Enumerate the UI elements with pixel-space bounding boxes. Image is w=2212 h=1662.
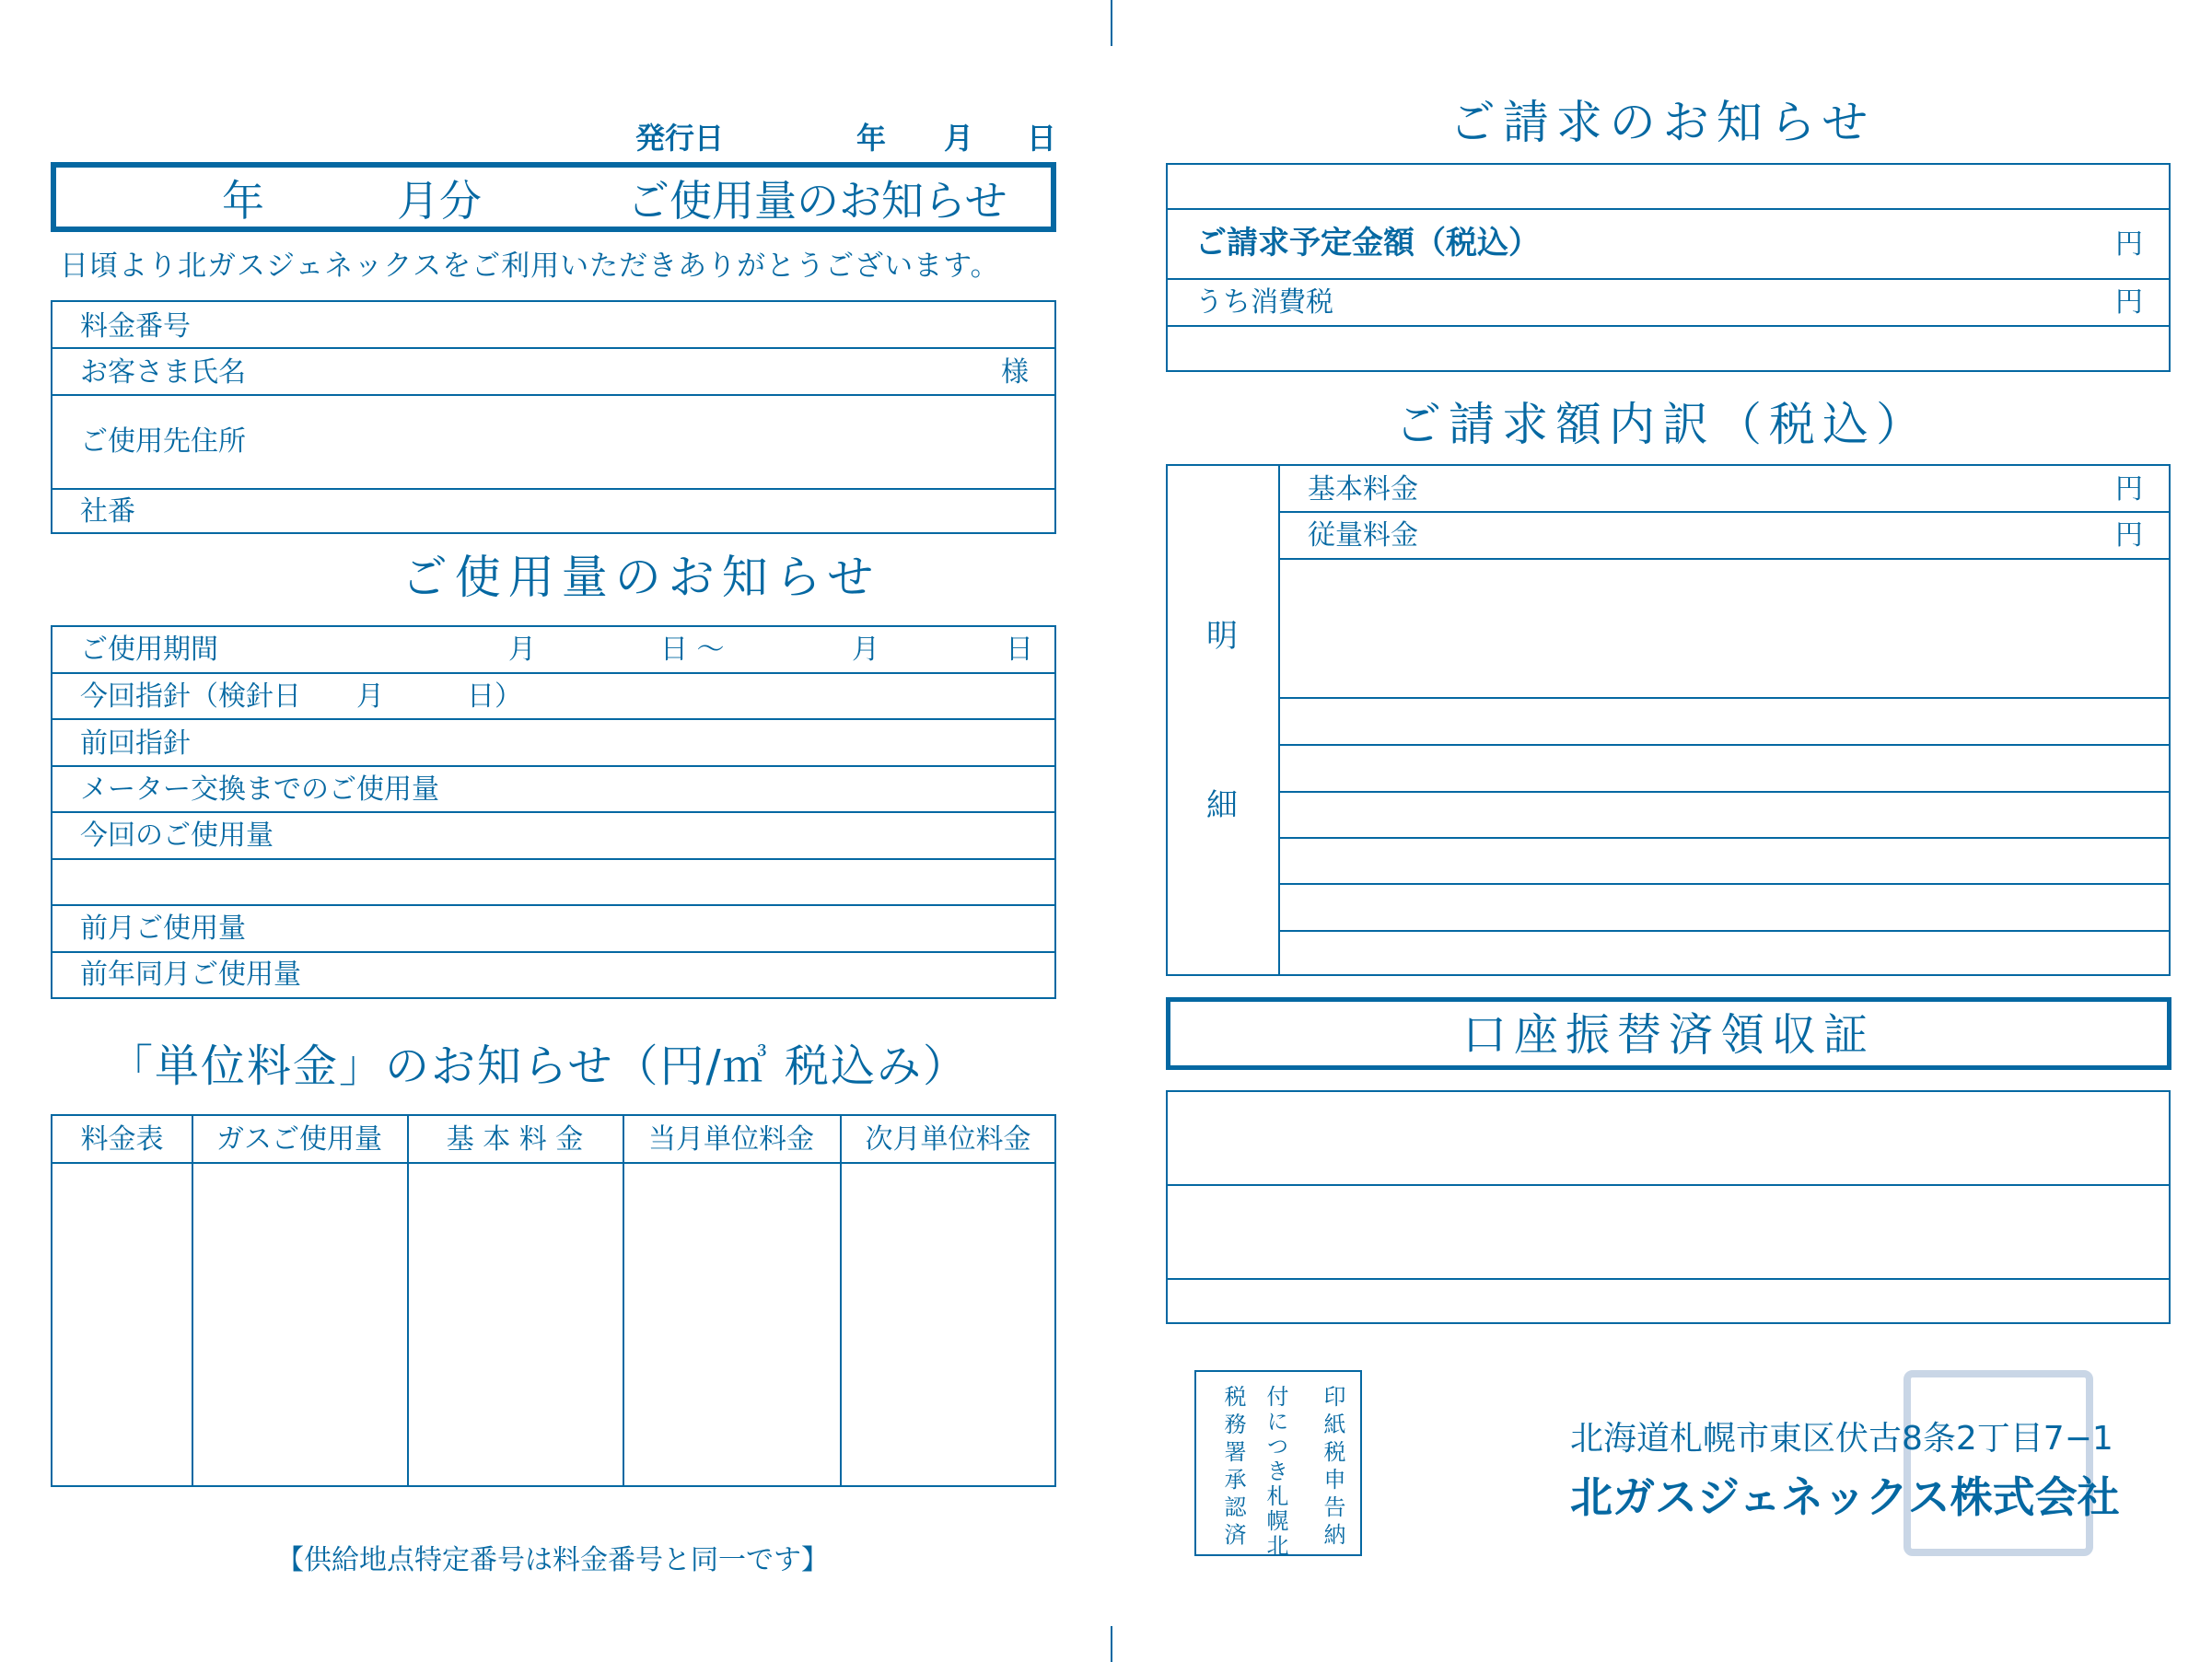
header-rate-table: 料金表 <box>80 1123 164 1156</box>
previous-reading-label: 前回指針 <box>80 727 191 760</box>
period-month2: 月 <box>852 633 879 666</box>
period-label: ご使用期間 <box>80 633 218 666</box>
receipt-table <box>1166 1090 2171 1324</box>
header-next-unit: 次月単位料金 <box>865 1123 1031 1156</box>
customer-name-label: お客さま氏名 <box>80 356 246 389</box>
address-label: ご使用先住所 <box>80 425 246 458</box>
billing-amount-label: ご請求予定金額（税込） <box>1195 225 1540 262</box>
period-month1: 月 <box>508 633 536 666</box>
title-text: ご使用量のお知らせ <box>627 176 1007 226</box>
stamp-line-1: 印紙税申告納 <box>1320 1385 1345 1551</box>
stamp-line-2: 付につき札幌北 <box>1263 1385 1288 1559</box>
metered-fee-label: 従量料金 <box>1308 519 1418 552</box>
detail-label-2: 細 <box>1206 787 1238 824</box>
receipt-title: 口座振替済領収証 <box>1461 1009 1876 1061</box>
title-year: 年 <box>222 176 264 226</box>
customer-table <box>51 300 1056 534</box>
billing-title: ご請求のお知らせ <box>1449 96 1876 149</box>
header-current-unit: 当月単位料金 <box>648 1123 814 1156</box>
company-seal <box>1903 1370 2093 1556</box>
yen-unit: 円 <box>2115 473 2143 506</box>
yen-unit: 円 <box>2115 286 2143 319</box>
fold-mark-bottom <box>1111 1626 1112 1662</box>
title-box <box>51 162 1056 232</box>
rate-number-label: 料金番号 <box>80 310 191 343</box>
usage-table <box>51 625 1056 999</box>
consumption-tax-label: うち消費税 <box>1195 286 1333 319</box>
honorific: 様 <box>1001 356 1029 389</box>
period-day2: 日 <box>1006 633 1033 666</box>
last-year-label: 前年同月ご使用量 <box>80 959 301 991</box>
period-day1: 日 ～ <box>660 633 725 666</box>
breakdown-title: ご請求額内訳（税込） <box>1395 398 1929 451</box>
footnote: 【供給地点特定番号は料金番号と同一です】 <box>276 1544 829 1576</box>
unit-price-title: 「単位料金」のお知らせ（円/㎥ 税込み） <box>109 1040 969 1092</box>
fold-mark-top <box>1111 0 1112 46</box>
issue-year: 年 <box>856 121 887 156</box>
stamp-tax-box <box>1194 1370 1362 1559</box>
yen-unit: 円 <box>2115 519 2143 552</box>
breakdown-table <box>1166 464 2171 976</box>
company-name: 北ガスジェネックス株式会社 <box>1570 1472 2120 1522</box>
this-usage-label: 今回のご使用量 <box>80 819 274 852</box>
stamp-line-3: 税務署承認済 <box>1220 1385 1246 1551</box>
yen-unit: 円 <box>2115 228 2143 261</box>
unit-price-table <box>51 1114 1056 1487</box>
basic-fee-label: 基本料金 <box>1308 473 1418 506</box>
meter-change-label: メーター交換までのご使用量 <box>80 773 439 806</box>
detail-label-1: 明 <box>1206 618 1238 655</box>
last-month-label: 前月ご使用量 <box>80 912 246 945</box>
usage-title: ご使用量のお知らせ <box>401 551 881 604</box>
title-month: 月分 <box>397 176 482 226</box>
issue-day: 日 <box>1027 121 1057 156</box>
receipt-title-box <box>1166 997 2171 1070</box>
current-reading-label: 今回指針（検針日 月 日） <box>80 680 522 713</box>
company-number-label: 社番 <box>80 495 135 528</box>
issue-date-label: 発行日 <box>635 121 725 156</box>
header-basic-fee: 基 本 料 金 <box>446 1123 584 1156</box>
issue-month: 月 <box>944 121 974 156</box>
billing-table <box>1166 163 2171 372</box>
header-gas-usage: ガスご使用量 <box>216 1123 382 1156</box>
company-address: 北海道札幌市東区伏古8条2丁目7−1 <box>1570 1420 2113 1458</box>
greeting: 日頃より北ガスジェネックスをご利用いただきありがとうございます。 <box>60 250 1000 283</box>
